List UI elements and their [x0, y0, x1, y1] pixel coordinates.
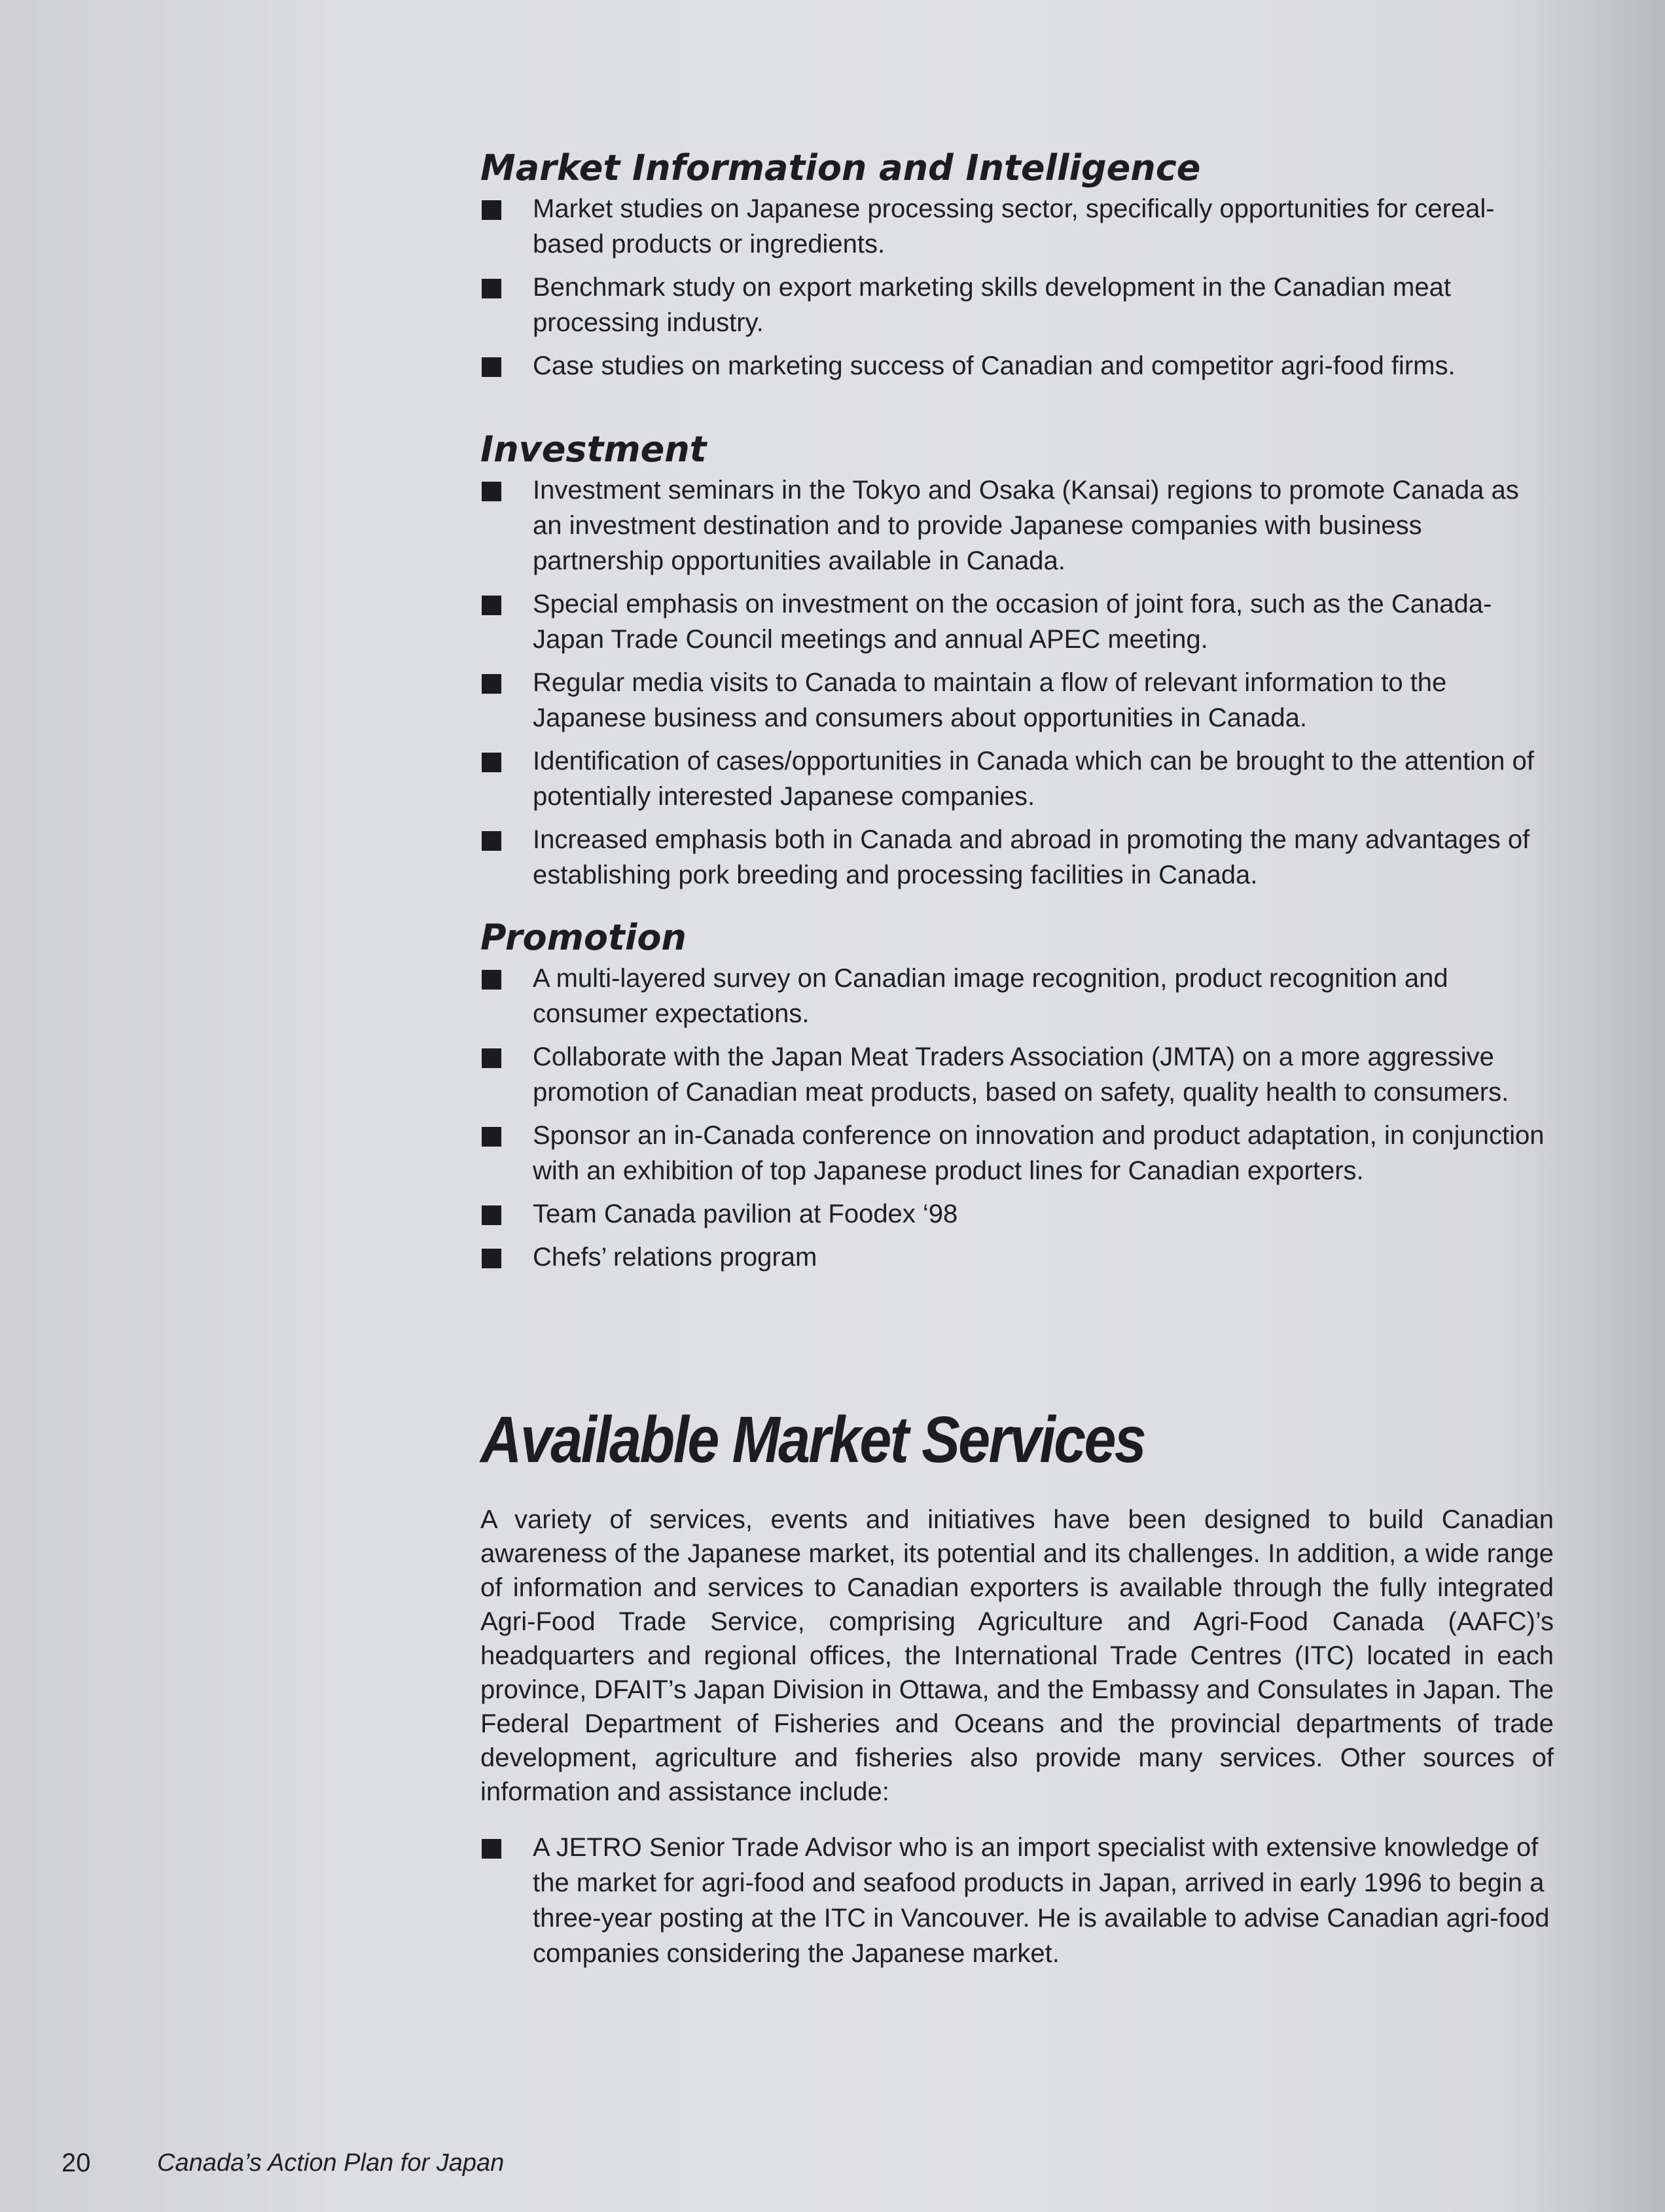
list-item: [480, 961, 1554, 1031]
section-heading: Investment: [480, 429, 707, 470]
bullet-list: [480, 961, 1554, 1275]
bullet-list: [480, 473, 1554, 893]
section-heading: Promotion: [480, 917, 687, 958]
list-item: [480, 348, 1554, 384]
list-item-text: A multi-layered survey on Canadian image recognition, product recognition and consumer expectations.: [533, 964, 1448, 1028]
section-promotion: [480, 915, 1554, 1283]
square-bullet-icon: [482, 831, 501, 851]
list-item-text: Increased emphasis both in Canada and abroad in promoting the many advantages of establishing pork breeding and processing facilities in Canada.: [533, 825, 1530, 889]
section-market-information: [480, 145, 1554, 391]
list-item-text: Benchmark study on export marketing skills development in the Canadian meat processing industry.: [533, 273, 1451, 337]
list-item: [480, 665, 1554, 736]
list-item-text: Investment seminars in the Tokyo and Osaka (Kansai) regions to promote Canada as an investment destination and to provide Japanese companies with business partnership opportunities available in Canada.: [533, 476, 1519, 575]
square-bullet-icon: [482, 674, 501, 694]
list-item: [480, 822, 1554, 893]
square-bullet-icon: [482, 1127, 501, 1147]
list-item-text: Regular media visits to Canada to maintain a flow of relevant information to the Japanese business and consumers about opportunities in Canada.: [533, 668, 1447, 732]
square-bullet-icon: [482, 482, 501, 501]
square-bullet-icon: [482, 970, 501, 990]
section-investment: [480, 427, 1554, 901]
services-paragraph: A variety of services, events and initiatives have been designed to build Canadian awareness of the Japanese market, its potential and its challenges. In addition, a wide range of information and services to Canadian exporters is available through the fully integrated Agri-Food Trade Service, comprising Agriculture and Agri-Food Canada (AAFC)’s headquarters and regional offices, the International Trade Centres (ITC) located in each province, DFAIT’s Japan Division in Ottawa, and the Embassy and Consulates in Japan. The Federal Department of Fisheries and Oceans and the provincial departments of trade development, agriculture and fisheries also provide many services. Other sources of information and assistance include:: [480, 1505, 1554, 1806]
square-bullet-icon: [482, 753, 501, 772]
section-heading: Market Information and Intelligence: [480, 147, 1201, 188]
list-item: [480, 1118, 1554, 1188]
list-item-text: Chefs’ relations program: [533, 1243, 817, 1272]
square-bullet-icon: [482, 1048, 501, 1068]
list-item: [480, 1240, 1554, 1275]
square-bullet-icon: [482, 200, 501, 220]
list-item-text: Team Canada pavilion at Foodex ‘98: [533, 1200, 958, 1228]
list-item-text: Market studies on Japanese processing sector, specifically opportunities for cereal-based products or ingredients.: [533, 194, 1495, 259]
list-item: [480, 473, 1554, 579]
square-bullet-icon: [482, 1249, 501, 1268]
list-item: [480, 743, 1554, 814]
list-item-text: Identification of cases/opportunities in Canada which can be brought to the attention of potentially interested Japanese companies.: [533, 747, 1534, 811]
list-item: [480, 1039, 1554, 1110]
section-available-market-services: [480, 1400, 1554, 1479]
list-item: [480, 1196, 1554, 1232]
services-body: [480, 1503, 1554, 1979]
list-item-text: A JETRO Senior Trade Advisor who is an import specialist with extensive knowledge of the market for agri-food and seafood products in Japan, arrived in early 1996 to begin a three-year posting at the ITC in Vancouver. He is available to advise Canadian agri-food companies considering the Japanese market.: [533, 1833, 1550, 1968]
page-number: 20: [62, 2149, 91, 2177]
bullet-list: [480, 1830, 1554, 1971]
footer-title: Canada’s Action Plan for Japan: [157, 2149, 505, 2177]
square-bullet-icon: [482, 1205, 501, 1225]
list-item: [480, 1830, 1554, 1971]
list-item: [480, 586, 1554, 657]
list-item: [480, 270, 1554, 340]
list-item-text: Collaborate with the Japan Meat Traders Association (JMTA) on a more aggressive promotion of Canadian meat products, based on safety, quality health to consumers.: [533, 1043, 1509, 1107]
bullet-list: [480, 191, 1554, 384]
square-bullet-icon: [482, 279, 501, 298]
square-bullet-icon: [482, 596, 501, 615]
list-item-text: Special emphasis on investment on the occasion of joint fora, such as the Canada-Japan Trade Council meetings and annual APEC meeting.: [533, 590, 1492, 654]
page-section-title: Available Market Services: [480, 1403, 1145, 1476]
square-bullet-icon: [482, 1839, 501, 1859]
square-bullet-icon: [482, 357, 501, 377]
list-item-text: Sponsor an in-Canada conference on innovation and product adaptation, in conjunction with an exhibition of top Japanese product lines for Canadian exporters.: [533, 1121, 1545, 1185]
list-item-text: Case studies on marketing success of Canadian and competitor agri-food firms.: [533, 351, 1456, 380]
list-item: [480, 191, 1554, 262]
